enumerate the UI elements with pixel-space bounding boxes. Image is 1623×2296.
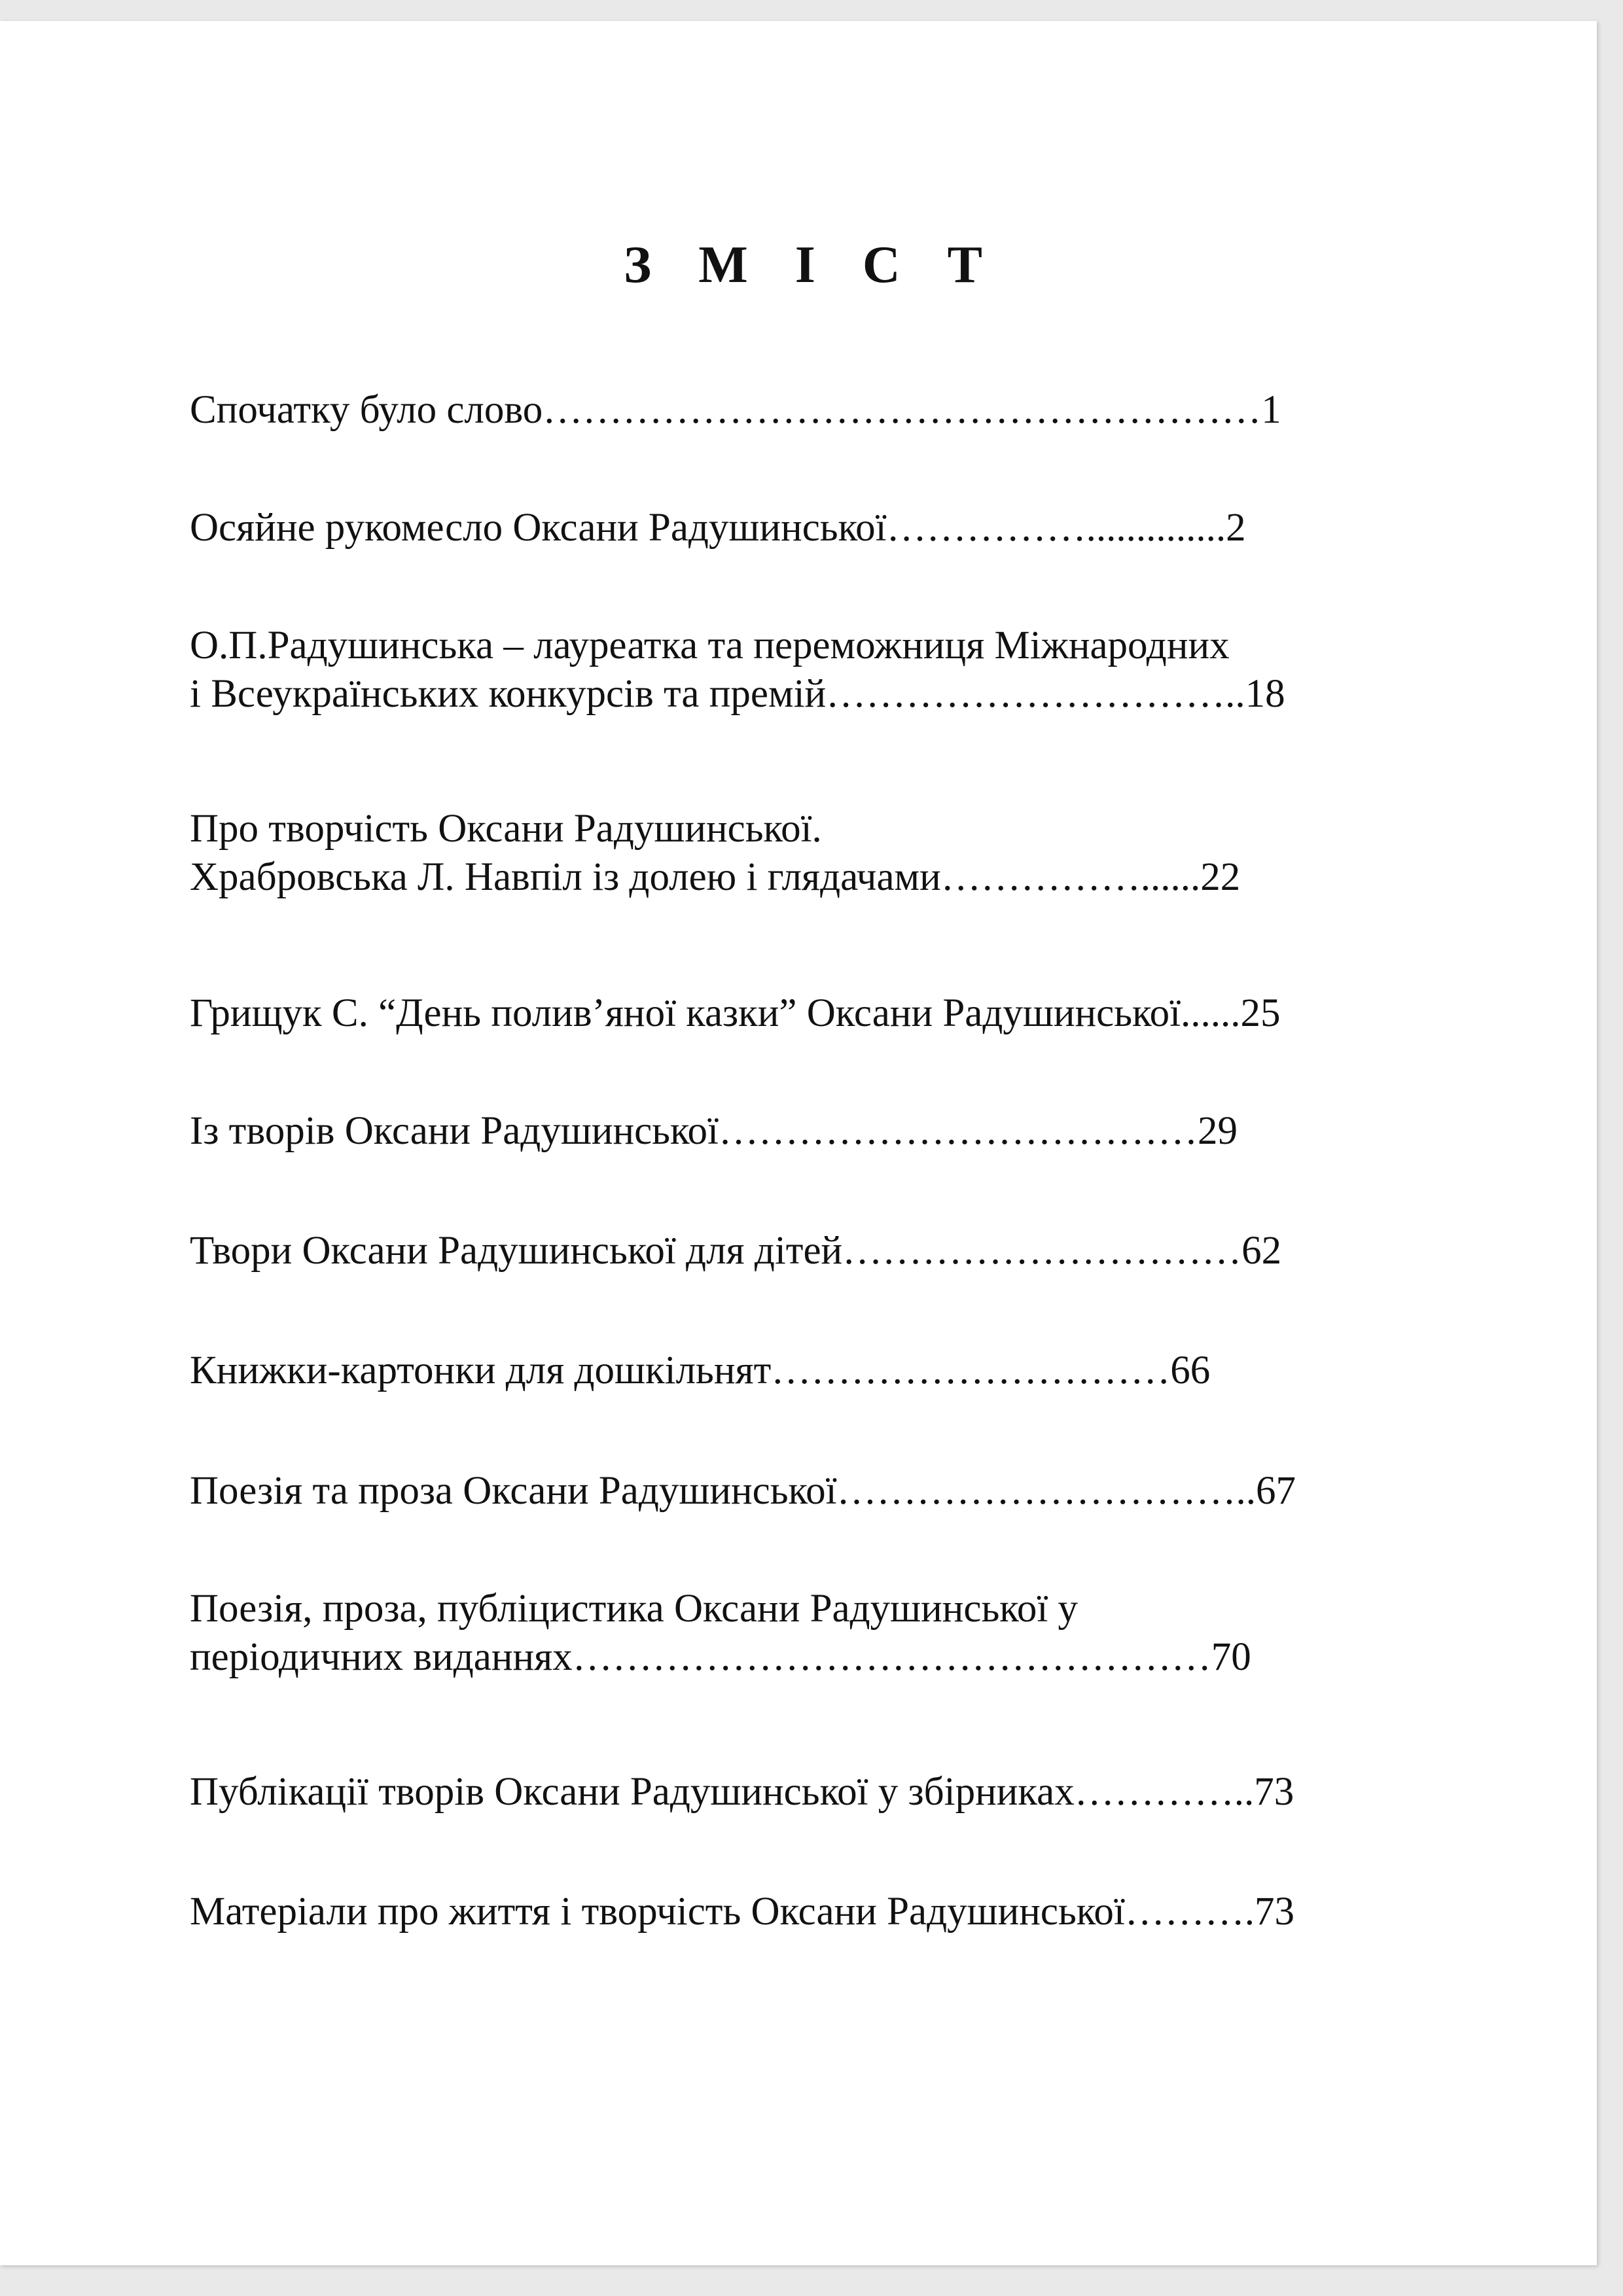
toc-entry [190,1227,1466,1275]
toc-entry [190,1768,1466,1816]
toc-entry-text: Твори Оксани Радушинської для дітей…………………………62 [190,1229,1282,1273]
toc-entry-text: Матеріали про життя і творчість Оксани Радушинської……….73 [190,1890,1295,1934]
toc-entry [190,622,1466,718]
toc-entry-text: Поезія, проза, публіцистика Оксани Радушинської у [190,1587,1079,1631]
toc-entry-text: Публікації творів Оксани Радушинської у збірниках…………..73 [190,1770,1294,1814]
toc-entry [190,1888,1466,1936]
toc-entry-text: Осяйне рукомесло Оксани Радушинської……………..............2 [190,506,1246,550]
toc-entry-text: Із творів Оксани Радушинської………………………………29 [190,1109,1238,1153]
toc-entry-text: Поезія та проза Оксани Радушинської…………………………..67 [190,1469,1296,1513]
toc-entry [190,386,1466,434]
toc-entry [190,805,1466,902]
toc-entry-text: періодичних виданнях…………………………………………70 [190,1635,1251,1679]
toc-entry-text: Спочатку було слово………………………………………………1 [190,388,1281,432]
toc-entry [190,504,1466,552]
toc-entry-text: Грищук С. “День полив’яної казки” Оксани Радушинської......25 [190,991,1281,1035]
toc-entry [190,989,1466,1038]
toc-entry-text: Храбровська Л. Навпіл із долею і глядачами……………......22 [190,855,1241,899]
toc-entry [190,1467,1466,1515]
toc-entry [190,1585,1466,1682]
toc-entry-text: Про творчість Оксани Радушинської. [190,807,822,851]
toc-entry-text: і Всеукраїнських конкурсів та премій…………………………..18 [190,672,1285,716]
toc-entry [190,1347,1466,1395]
page-title: З М І С Т [624,236,999,294]
toc-entry-text: О.П.Радушинська – лауреатка та переможниця Міжнародних [190,624,1230,667]
toc-entry-text: Книжки-картонки для дошкільнят…………………………66 [190,1349,1211,1392]
toc-entry [190,1107,1466,1156]
